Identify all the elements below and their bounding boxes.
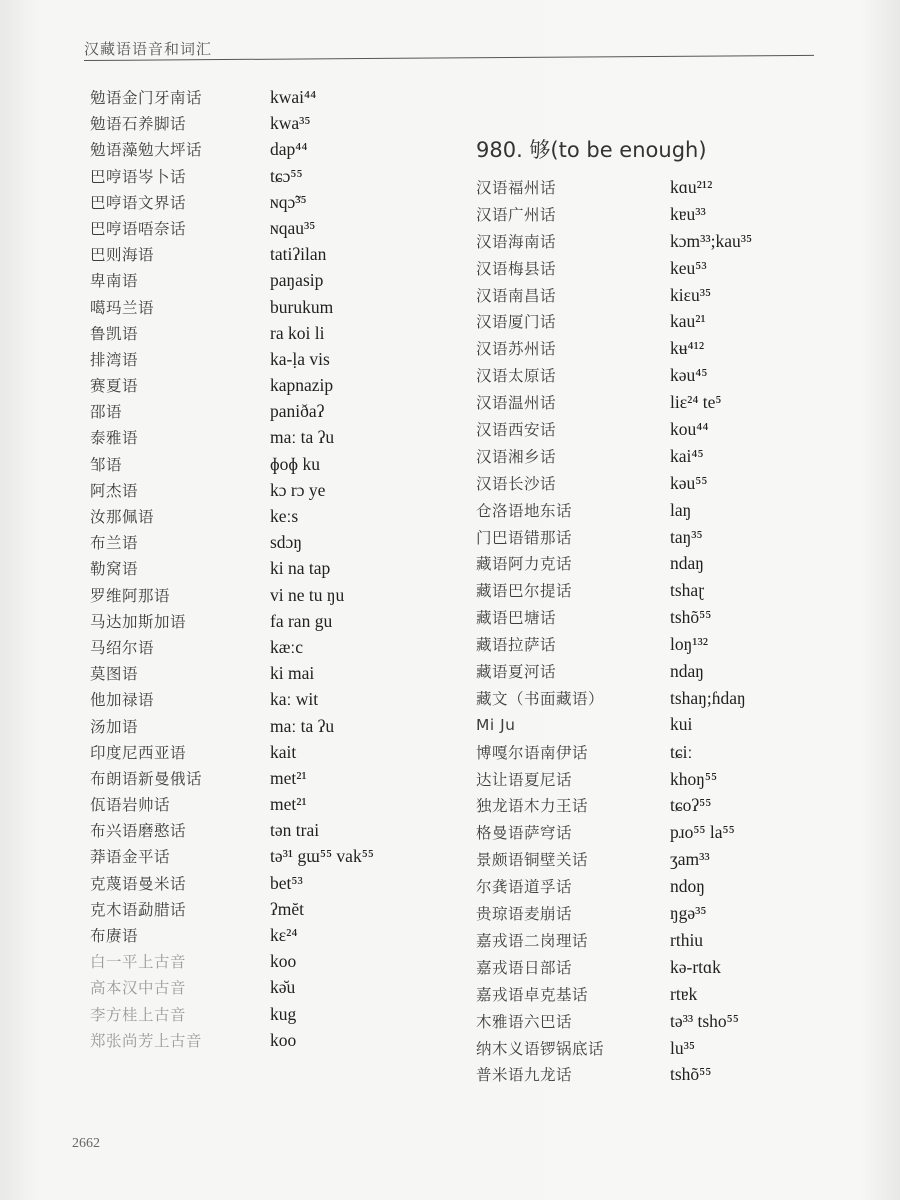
language-name: 藏语拉萨话 xyxy=(476,636,557,655)
table-row xyxy=(90,950,420,976)
table-row xyxy=(476,391,806,418)
table-row xyxy=(90,400,420,426)
table-row xyxy=(90,793,420,819)
language-name: 泰雅语 xyxy=(90,429,139,448)
phonetic-form: rthiu xyxy=(670,929,704,950)
table-row xyxy=(90,610,420,636)
phonetic-form: tə³³ tsho⁵⁵ xyxy=(670,1010,739,1031)
phonetic-form: tshõ⁵⁵ xyxy=(670,1064,712,1085)
language-name: 门巴语错那话 xyxy=(476,528,573,547)
language-name: 巴哼语唔奈话 xyxy=(90,219,187,238)
table-row xyxy=(476,902,806,929)
language-name: 贵琼语麦崩话 xyxy=(476,905,573,924)
phonetic-form: liɛ²⁴ te⁵ xyxy=(670,392,722,413)
phonetic-form: ra koi li xyxy=(270,322,325,343)
language-name: 汉语长沙话 xyxy=(476,474,557,493)
language-name: 布兰语 xyxy=(90,534,139,553)
phonetic-form: kəu⁵⁵ xyxy=(670,472,708,493)
phonetic-form: tɕiː xyxy=(670,741,693,762)
phonetic-form: ndoŋ xyxy=(670,876,705,897)
phonetic-form: dap⁴⁴ xyxy=(270,139,308,160)
phonetic-form: kʉ⁴¹² xyxy=(670,338,705,359)
table-row xyxy=(476,284,806,311)
table-row xyxy=(90,1029,420,1055)
phonetic-form: kɐu³³ xyxy=(670,203,706,224)
table-row xyxy=(90,531,420,557)
language-name: 布朗语新曼俄话 xyxy=(90,769,203,788)
table-row xyxy=(90,296,420,322)
language-name: 噶玛兰语 xyxy=(90,298,155,317)
language-name: 汉语梅县话 xyxy=(476,259,557,278)
phonetic-form: ɴqau³⁵ xyxy=(270,217,316,238)
phonetic-form: kəu⁴⁵ xyxy=(670,365,708,386)
phonetic-form: sdɔŋ xyxy=(270,532,302,553)
language-name: 藏语阿力克话 xyxy=(476,555,573,574)
table-row xyxy=(90,584,420,610)
table-row xyxy=(476,1037,806,1064)
language-name: 格曼语萨穹话 xyxy=(476,824,573,843)
language-name: 木雅语六巴话 xyxy=(476,1012,573,1031)
right-column xyxy=(476,134,806,1090)
language-name: 汉语南昌话 xyxy=(476,286,557,305)
table-row xyxy=(476,983,806,1010)
phonetic-form: rtɐk xyxy=(670,983,698,1004)
table-row xyxy=(90,715,420,741)
table-row xyxy=(90,217,420,243)
language-name: 马达加斯加语 xyxy=(90,612,187,631)
language-name: 佤语岩帅话 xyxy=(90,796,171,815)
language-name: 博嘎尔语南伊话 xyxy=(476,743,589,762)
language-name: 赛夏语 xyxy=(90,377,139,396)
table-row xyxy=(90,924,420,950)
phonetic-form: keːs xyxy=(270,506,299,526)
phonetic-form: kɔm³³;kau³⁵ xyxy=(670,230,753,251)
table-row xyxy=(476,310,806,337)
phonetic-form: tshõ⁵⁵ xyxy=(670,607,712,628)
phonetic-form: burukum xyxy=(270,296,334,317)
phonetic-form: ʔmĕt xyxy=(270,898,305,919)
language-name: 藏语夏河话 xyxy=(476,663,557,682)
language-name: 李方桂上古音 xyxy=(90,1005,187,1024)
table-row xyxy=(90,557,420,583)
table-row xyxy=(90,348,420,374)
table-row xyxy=(476,552,806,579)
phonetic-form: ŋgə³⁵ xyxy=(670,903,707,924)
table-row xyxy=(90,819,420,845)
language-name: 藏文（书面藏语） xyxy=(476,689,605,708)
entry-title: 980. 够(to be enough) xyxy=(476,138,707,162)
language-name: 汉语福州话 xyxy=(476,179,557,197)
table-row xyxy=(90,374,420,400)
phonetic-form: loŋ¹³² xyxy=(670,634,709,655)
language-name: 邹语 xyxy=(90,455,123,474)
phonetic-form: vi ne tu ŋu xyxy=(270,584,345,605)
phonetic-form: kɔ rɔ ye xyxy=(270,479,326,500)
table-row xyxy=(476,821,806,848)
table-row xyxy=(476,956,806,983)
phonetic-form: lu³⁵ xyxy=(670,1037,695,1058)
language-name: 郑张尚芳上古音 xyxy=(90,1031,203,1050)
table-row xyxy=(476,875,806,902)
language-name: 景颇语铜壁关话 xyxy=(476,851,589,870)
table-row xyxy=(90,662,420,688)
language-name: 高本汉中古音 xyxy=(90,979,187,998)
table-row xyxy=(476,848,806,875)
phonetic-form: khoŋ⁵⁵ xyxy=(670,768,718,789)
phonetic-form: tɕɔ⁵⁵ xyxy=(270,165,303,186)
phonetic-form: kwa³⁵ xyxy=(270,113,311,134)
phonetic-form: met²¹ xyxy=(270,767,307,788)
phonetic-form: kapnazip xyxy=(270,375,334,396)
table-row xyxy=(90,426,420,452)
language-name: 莽语金平话 xyxy=(90,848,171,867)
phonetic-form: koo xyxy=(270,951,297,972)
table-row xyxy=(90,1003,420,1029)
language-name: 汝那佩语 xyxy=(90,508,155,526)
running-head: 汉藏语语音和词汇 xyxy=(84,40,213,58)
language-name: 巴哼语文界话 xyxy=(90,193,187,212)
language-name: 嘉戎语卓克基话 xyxy=(476,985,589,1004)
table-row xyxy=(90,872,420,898)
language-name: 鲁凯语 xyxy=(90,324,139,343)
phonetic-form: kaː wit xyxy=(270,689,319,710)
language-name: 达让语夏尼话 xyxy=(476,770,573,789)
table-row xyxy=(476,714,806,741)
phonetic-form: ɸoɸ ku xyxy=(270,453,320,474)
table-row xyxy=(90,191,420,217)
phonetic-form: tɕoʔ⁵⁵ xyxy=(670,795,712,816)
phonetic-form: bet⁵³ xyxy=(270,872,303,893)
phonetic-form: met²¹ xyxy=(270,794,307,815)
table-row xyxy=(476,687,806,714)
phonetic-form: ʒam³³ xyxy=(670,849,710,870)
phonetic-form: ɴqɔ̃³⁵ xyxy=(270,191,307,212)
table-row xyxy=(90,165,420,191)
language-name: 汉语苏州话 xyxy=(476,340,557,359)
phonetic-form: kiɛu³⁵ xyxy=(670,284,712,305)
language-name: 罗维阿那语 xyxy=(90,586,171,605)
language-name: 勒窝语 xyxy=(90,560,139,579)
table-row xyxy=(90,741,420,767)
language-name: 巴则海语 xyxy=(90,246,155,265)
table-row xyxy=(90,479,420,505)
page-number: 2662 xyxy=(72,1136,100,1151)
phonetic-form: tshaɽ xyxy=(670,580,705,601)
language-name: 白一平上古音 xyxy=(90,953,187,972)
table-row xyxy=(476,176,806,203)
table-row xyxy=(476,741,806,768)
left-column xyxy=(90,86,420,1055)
language-name: 克木语勐腊话 xyxy=(90,900,187,919)
language-name: 卑南语 xyxy=(90,272,139,291)
language-name: 嘉戎语日部话 xyxy=(476,958,573,977)
table-row xyxy=(90,845,420,871)
table-row xyxy=(90,688,420,714)
phonetic-form: ki na tap xyxy=(270,558,331,579)
language-name: 藏语巴尔提话 xyxy=(476,582,573,601)
phonetic-form: tə³¹ gɯ⁵⁵ vak⁵⁵ xyxy=(270,846,374,867)
language-name: 邵语 xyxy=(90,403,123,422)
language-name: 纳木义语锣锅底话 xyxy=(476,1039,605,1058)
language-name: 尔龚语道孚话 xyxy=(476,878,573,897)
language-name: 印度尼西亚语 xyxy=(90,743,187,762)
table-row xyxy=(476,257,806,284)
language-name: 汉语广州话 xyxy=(476,205,557,224)
table-row xyxy=(476,1063,806,1090)
phonetic-form: paniðaʔ xyxy=(270,401,325,422)
phonetic-form: laŋ xyxy=(670,499,692,520)
language-name: 巴哼语岑卜话 xyxy=(90,167,187,186)
phonetic-form: tshaŋ;ɦdaŋ xyxy=(670,687,746,708)
phonetic-form: koo xyxy=(270,1029,297,1050)
phonetic-form: kait xyxy=(270,741,297,762)
language-name: 勉语金门牙南话 xyxy=(90,89,203,107)
phonetic-form: maː ta ʔu xyxy=(270,427,335,448)
table-row xyxy=(90,976,420,1002)
table-row xyxy=(476,230,806,257)
table-row xyxy=(476,445,806,472)
phonetic-form: kai⁴⁵ xyxy=(670,445,704,466)
table-row xyxy=(90,898,420,924)
language-name: 他加禄语 xyxy=(90,691,155,710)
phonetic-form: ka-ḷa vis xyxy=(270,348,330,369)
table-row xyxy=(476,579,806,606)
table-row xyxy=(90,86,420,112)
phonetic-form: ndaŋ xyxy=(670,553,704,574)
phonetic-form: pɹo⁵⁵ la⁵⁵ xyxy=(670,822,735,843)
table-row xyxy=(476,472,806,499)
language-name: 普米语九龙话 xyxy=(476,1066,573,1085)
language-name: 阿杰语 xyxy=(90,481,139,500)
phonetic-form: kui xyxy=(670,713,693,734)
table-row xyxy=(90,505,420,531)
phonetic-form: keu⁵³ xyxy=(670,257,707,278)
phonetic-form: maː ta ʔu xyxy=(270,715,335,736)
table-row xyxy=(476,364,806,391)
table-row xyxy=(476,203,806,230)
language-name: 马绍尔语 xyxy=(90,638,155,657)
phonetic-form: tən trai xyxy=(270,820,320,841)
table-row xyxy=(476,418,806,445)
phonetic-form: ndaŋ xyxy=(670,661,704,682)
table-row xyxy=(90,138,420,164)
language-name: 独龙语木力王话 xyxy=(476,797,589,816)
language-name: 嘉戎语二岗理话 xyxy=(476,931,589,950)
phonetic-form: kwai⁴⁴ xyxy=(270,87,317,107)
language-name: 藏语巴塘话 xyxy=(476,609,557,628)
phonetic-form: kæːc xyxy=(270,636,304,657)
table-row xyxy=(476,929,806,956)
phonetic-form: taŋ³⁵ xyxy=(670,526,703,547)
language-name: 克蔑语曼米话 xyxy=(90,874,187,893)
table-row xyxy=(90,112,420,138)
phonetic-form: paŋasip xyxy=(270,270,324,291)
language-name: 汉语海南话 xyxy=(476,232,557,251)
phonetic-form: kau²¹ xyxy=(670,311,706,332)
language-name: 汉语厦门话 xyxy=(476,313,557,332)
language-name: 莫图语 xyxy=(90,665,139,684)
language-name: 汤加语 xyxy=(90,717,139,736)
table-row xyxy=(90,243,420,269)
language-name: 排湾语 xyxy=(90,350,139,369)
phonetic-form: ki mai xyxy=(270,663,315,684)
table-row xyxy=(90,269,420,295)
language-name: 勉语石养脚话 xyxy=(90,115,187,134)
table-row xyxy=(476,337,806,364)
table-row xyxy=(90,322,420,348)
language-name: 汉语太原话 xyxy=(476,367,557,386)
phonetic-form: kɛ²⁴ xyxy=(270,925,298,945)
language-name: 布赓语 xyxy=(90,927,139,945)
language-name: 勉语藻勉大坪话 xyxy=(90,141,203,160)
table-row xyxy=(476,794,806,821)
language-name: 汉语温州话 xyxy=(476,394,557,413)
phonetic-form: kug xyxy=(270,1003,297,1024)
table-row xyxy=(476,606,806,633)
table-row xyxy=(476,1010,806,1037)
right-rows xyxy=(476,176,806,1090)
phonetic-form: kə-rtɑk xyxy=(670,956,721,977)
table-row xyxy=(476,499,806,526)
language-name: 仓洛语地东话 xyxy=(476,501,573,520)
language-name: 布兴语磨憨话 xyxy=(90,822,187,841)
table-row xyxy=(90,453,420,479)
table-row xyxy=(476,660,806,687)
phonetic-form: kɑu²¹² xyxy=(670,177,713,197)
table-row xyxy=(476,633,806,660)
language-name: 汉语湘乡话 xyxy=(476,447,557,466)
table-row xyxy=(90,767,420,793)
language-name: 汉语西安话 xyxy=(476,421,557,440)
table-row xyxy=(90,636,420,662)
phonetic-form: tatiʔilan xyxy=(270,244,327,265)
phonetic-form: fa ran gu xyxy=(270,610,333,631)
table-row xyxy=(476,526,806,553)
phonetic-form: kə̆u xyxy=(270,977,296,998)
phonetic-form: kou⁴⁴ xyxy=(670,419,709,440)
table-row xyxy=(476,768,806,795)
language-name: Mi Ju xyxy=(476,715,516,734)
